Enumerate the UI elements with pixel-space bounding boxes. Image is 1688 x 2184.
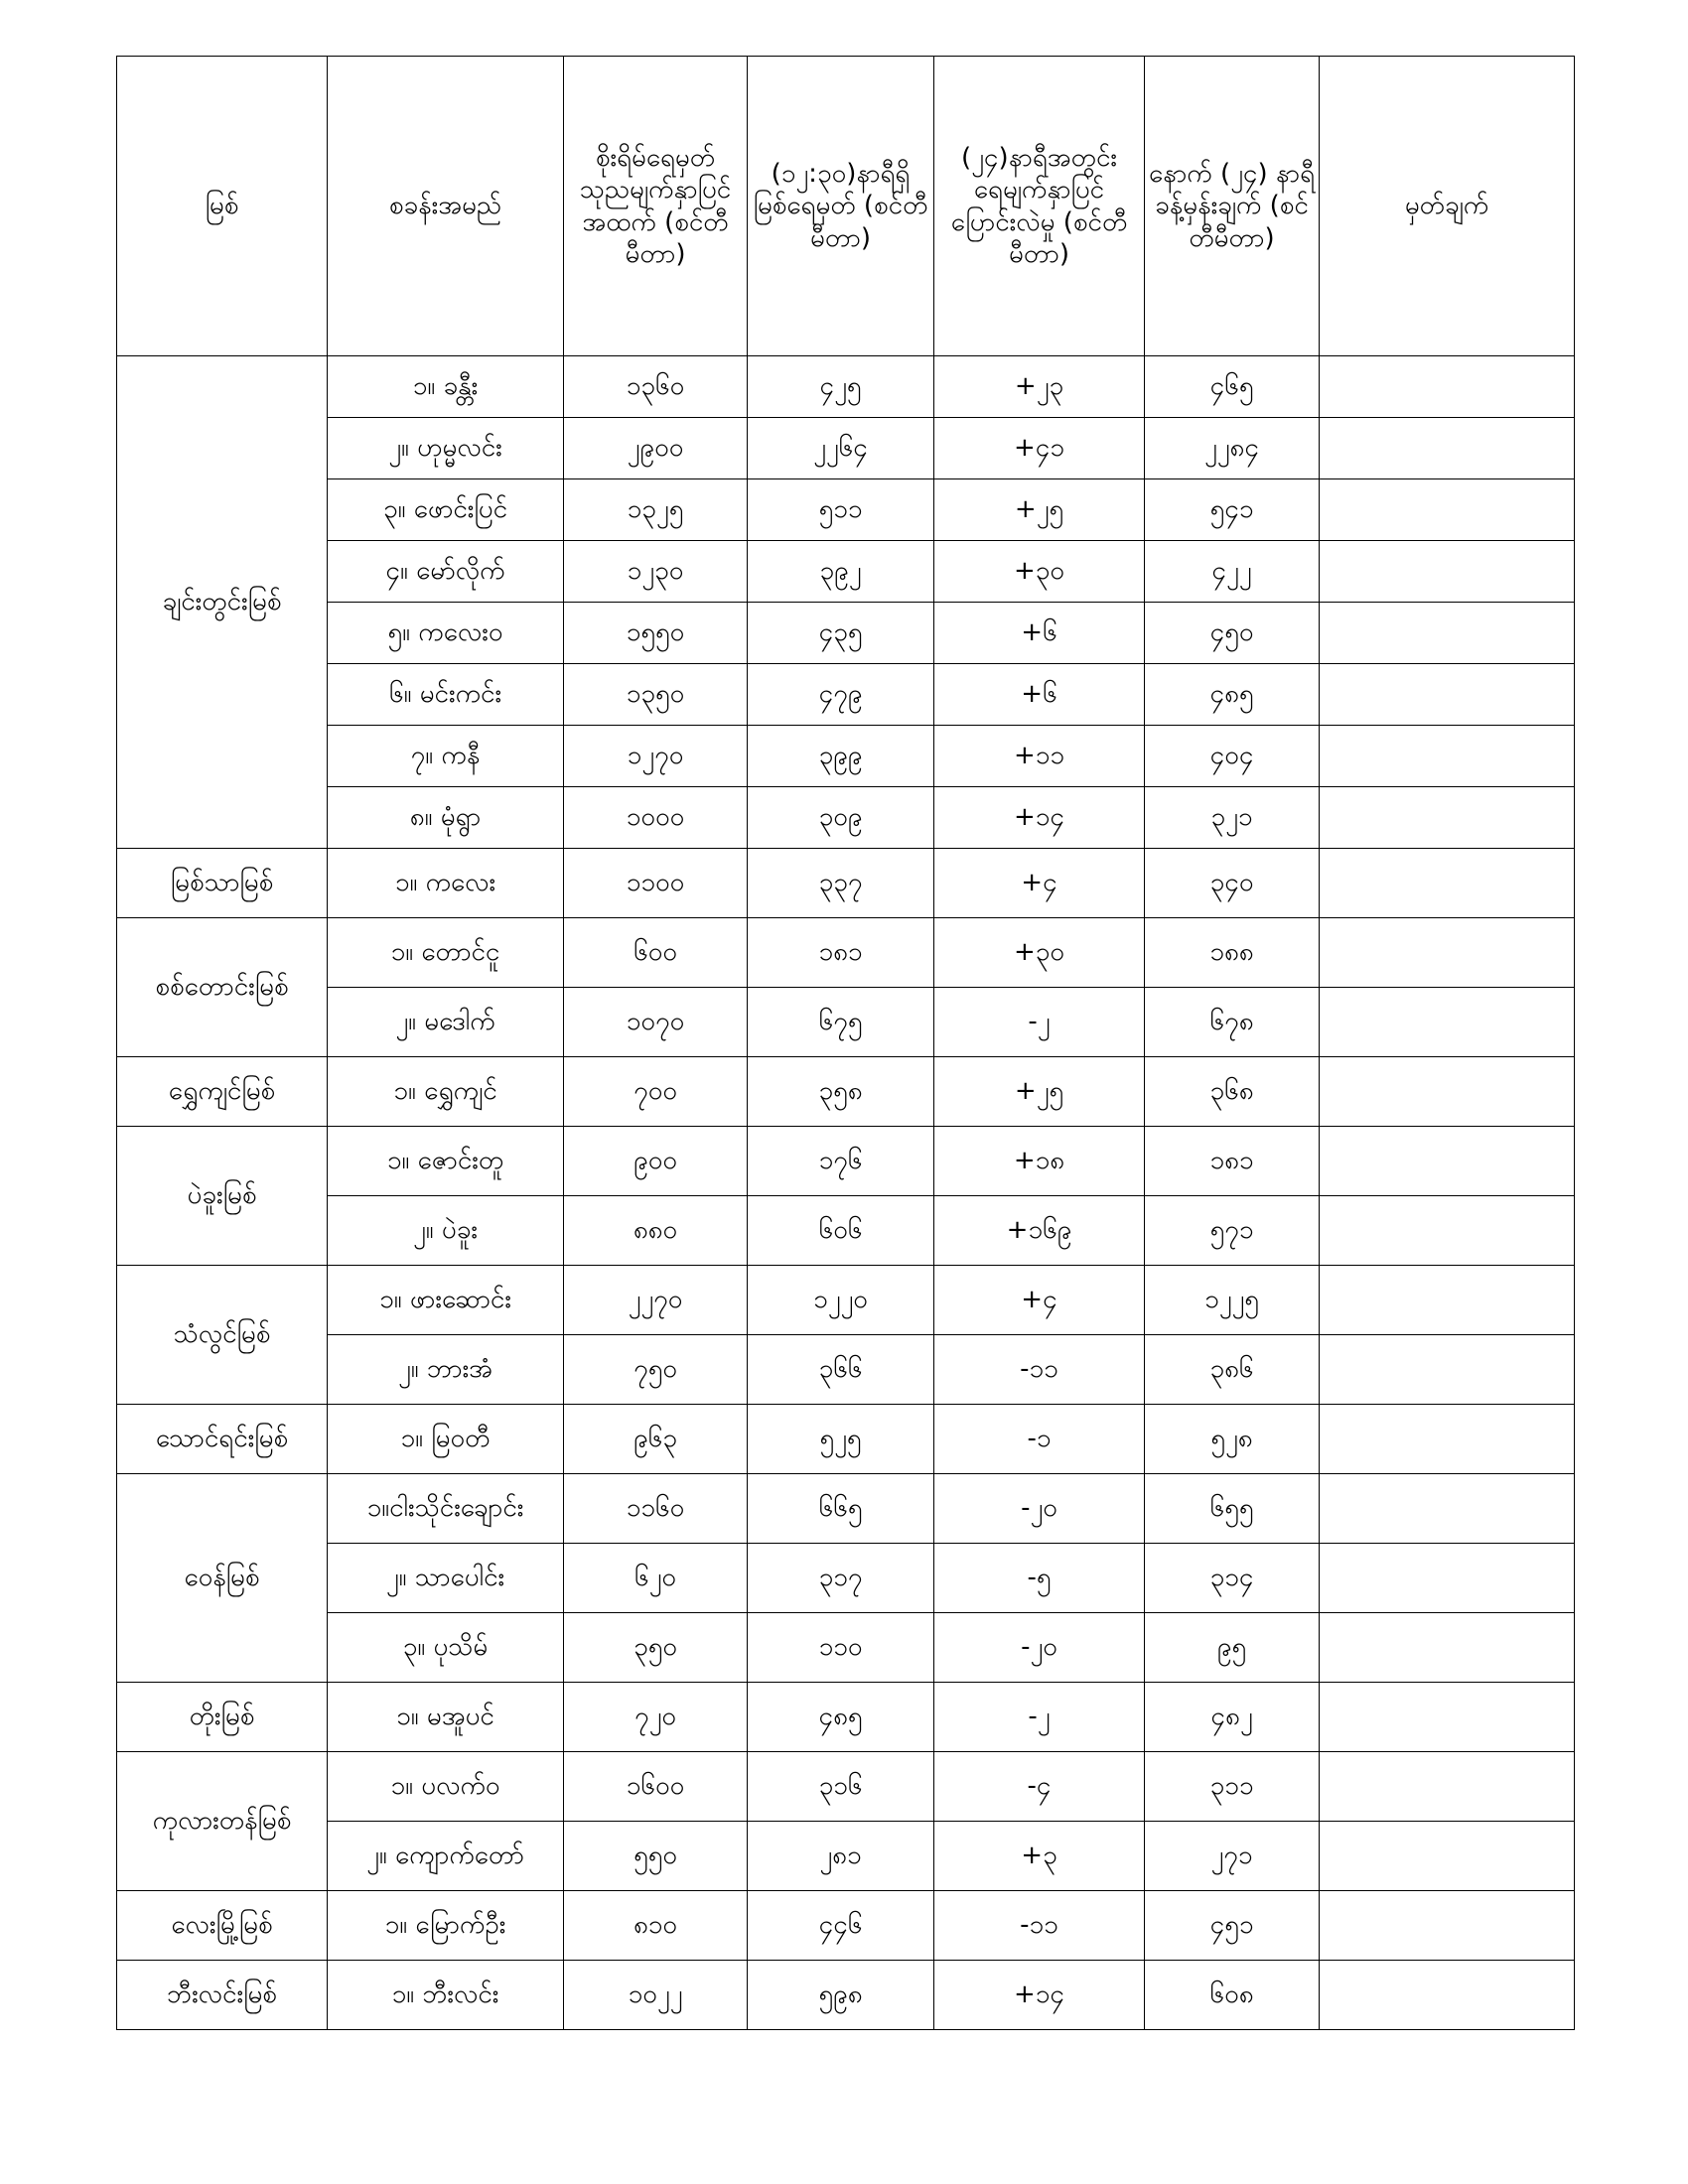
table-row bbox=[117, 849, 1575, 918]
danger-level-cell: ၃၅၀ bbox=[564, 1613, 748, 1683]
change-cell: +၁၈ bbox=[934, 1127, 1145, 1196]
forecast-cell: ၃၁၁ bbox=[1145, 1752, 1320, 1822]
header-forecast-24h: နောက် (၂၄) နာရီ ခန့်မှန်းချက် (စင်တီမီတာ) bbox=[1145, 57, 1320, 356]
remark-cell bbox=[1320, 418, 1575, 479]
river-name: တိုးမြစ် bbox=[117, 1683, 328, 1752]
table-row bbox=[117, 1683, 1575, 1752]
remark-cell bbox=[1320, 988, 1575, 1057]
danger-level-cell: ၉၀၀ bbox=[564, 1127, 748, 1196]
remark-cell bbox=[1320, 1961, 1575, 2030]
river-name: သံလွင်မြစ် bbox=[117, 1266, 328, 1405]
danger-level-cell: ၁၁၀၀ bbox=[564, 849, 748, 918]
danger-level-cell: ၅၅၀ bbox=[564, 1822, 748, 1891]
danger-level-cell: ၁၀၀၀ bbox=[564, 787, 748, 849]
station-name: ၈။ မုံရွာ bbox=[328, 787, 564, 849]
forecast-cell: ၆၇၈ bbox=[1145, 988, 1320, 1057]
station-name: ၇။ ကနီ bbox=[328, 726, 564, 787]
change-cell: +၆ bbox=[934, 603, 1145, 664]
station-name: ၁။ ပလက်ဝ bbox=[328, 1752, 564, 1822]
station-name: ၁။ ဇောင်းတူ bbox=[328, 1127, 564, 1196]
current-level-cell: ၃၀၉ bbox=[748, 787, 934, 849]
forecast-cell: ၅၄၁ bbox=[1145, 479, 1320, 541]
change-cell: +၁၆၉ bbox=[934, 1196, 1145, 1266]
danger-level-cell: ၁၃၂၅ bbox=[564, 479, 748, 541]
river-name: ပဲခူးမြစ် bbox=[117, 1127, 328, 1266]
table-row bbox=[117, 787, 1575, 849]
danger-level-cell: ၇၀၀ bbox=[564, 1057, 748, 1127]
river-name: လေးမြို့မြစ် bbox=[117, 1891, 328, 1961]
change-cell: +၂၅ bbox=[934, 479, 1145, 541]
change-cell: +၂၃ bbox=[934, 356, 1145, 418]
table-row bbox=[117, 1405, 1575, 1474]
table-row bbox=[117, 356, 1575, 418]
header-current-level: (၁၂:၃၀)နာရီရှိ မြစ်ရေမှတ် (စင်တီမီတာ) bbox=[748, 57, 934, 356]
table-row bbox=[117, 1822, 1575, 1891]
station-name: ၁။ ရွှေကျင် bbox=[328, 1057, 564, 1127]
current-level-cell: ၄၇၉ bbox=[748, 664, 934, 726]
station-name: ၁။ ကလေး bbox=[328, 849, 564, 918]
station-name: ၂။ ဟုမ္မလင်း bbox=[328, 418, 564, 479]
forecast-cell: ၄၅၁ bbox=[1145, 1891, 1320, 1961]
river-name: သောင်ရင်းမြစ် bbox=[117, 1405, 328, 1474]
station-name: ၁။ မြောက်ဦး bbox=[328, 1891, 564, 1961]
table-row bbox=[117, 988, 1575, 1057]
table-row bbox=[117, 726, 1575, 787]
forecast-cell: ၅၇၁ bbox=[1145, 1196, 1320, 1266]
remark-cell bbox=[1320, 1405, 1575, 1474]
change-cell: +၃ bbox=[934, 1822, 1145, 1891]
change-cell: -၂ bbox=[934, 1683, 1145, 1752]
remark-cell bbox=[1320, 479, 1575, 541]
forecast-cell: ၆၀၈ bbox=[1145, 1961, 1320, 2030]
current-level-cell: ၁၇၆ bbox=[748, 1127, 934, 1196]
station-name: ၂။ သာပေါင်း bbox=[328, 1544, 564, 1613]
remark-cell bbox=[1320, 726, 1575, 787]
table-row bbox=[117, 1127, 1575, 1196]
remark-cell bbox=[1320, 1822, 1575, 1891]
current-level-cell: ၁၂၂၀ bbox=[748, 1266, 934, 1335]
station-name: ၂။ ဘားအံ bbox=[328, 1335, 564, 1405]
remark-cell bbox=[1320, 1613, 1575, 1683]
forecast-cell: ၂၂၈၄ bbox=[1145, 418, 1320, 479]
current-level-cell: ၃၉၂ bbox=[748, 541, 934, 603]
table-row bbox=[117, 603, 1575, 664]
danger-level-cell: ၂၉၀၀ bbox=[564, 418, 748, 479]
river-name: ချင်းတွင်းမြစ် bbox=[117, 356, 328, 849]
current-level-cell: ၄၄၆ bbox=[748, 1891, 934, 1961]
change-cell: +၁၄ bbox=[934, 787, 1145, 849]
remark-cell bbox=[1320, 1196, 1575, 1266]
station-name: ၁။ မအူပင် bbox=[328, 1683, 564, 1752]
station-name: ၁။ ဘီးလင်း bbox=[328, 1961, 564, 2030]
danger-level-cell: ၈၈၀ bbox=[564, 1196, 748, 1266]
header-danger-level: စိုးရိမ်ရေမှတ် သုညမျက်နှာပြင်အထက် (စင်တီမီတာ) bbox=[564, 57, 748, 356]
danger-level-cell: ၁၃၅၀ bbox=[564, 664, 748, 726]
table-body bbox=[117, 356, 1575, 2030]
remark-cell bbox=[1320, 849, 1575, 918]
station-name: ၁။ ခန္တီး bbox=[328, 356, 564, 418]
change-cell: +၂၅ bbox=[934, 1057, 1145, 1127]
station-name: ၂။ ကျောက်တော် bbox=[328, 1822, 564, 1891]
change-cell: -၂၀ bbox=[934, 1613, 1145, 1683]
danger-level-cell: ၁၀၂၂ bbox=[564, 1961, 748, 2030]
change-cell: -၂၀ bbox=[934, 1474, 1145, 1544]
danger-level-cell: ၁၁၆၀ bbox=[564, 1474, 748, 1544]
current-level-cell: ၃၁၆ bbox=[748, 1752, 934, 1822]
station-name: ၁။ မြဝတီ bbox=[328, 1405, 564, 1474]
forecast-cell: ၅၂၈ bbox=[1145, 1405, 1320, 1474]
change-cell: -၂ bbox=[934, 988, 1145, 1057]
forecast-cell: ၃၄၀ bbox=[1145, 849, 1320, 918]
forecast-cell: ၁၈၈ bbox=[1145, 918, 1320, 988]
forecast-cell: ၄၀၄ bbox=[1145, 726, 1320, 787]
header-river: မြစ် bbox=[117, 57, 328, 356]
table-row bbox=[117, 479, 1575, 541]
remark-cell bbox=[1320, 1752, 1575, 1822]
change-cell: +၃၀ bbox=[934, 541, 1145, 603]
forecast-cell: ၃၈၆ bbox=[1145, 1335, 1320, 1405]
current-level-cell: ၅၂၅ bbox=[748, 1405, 934, 1474]
river-name: စစ်တောင်းမြစ် bbox=[117, 918, 328, 1057]
change-cell: +၃၀ bbox=[934, 918, 1145, 988]
header-change-24h: (၂၄)နာရီအတွင်း ရေမျက်နှာပြင် ပြောင်းလဲမှု (စင်တီမီတာ) bbox=[934, 57, 1145, 356]
change-cell: -၅ bbox=[934, 1544, 1145, 1613]
table-row bbox=[117, 418, 1575, 479]
current-level-cell: ၃၆၆ bbox=[748, 1335, 934, 1405]
danger-level-cell: ၈၁၀ bbox=[564, 1891, 748, 1961]
forecast-cell: ၁၂၂၅ bbox=[1145, 1266, 1320, 1335]
station-name: ၁။ငါးသိုင်းချောင်း bbox=[328, 1474, 564, 1544]
table-row bbox=[117, 1196, 1575, 1266]
forecast-cell: ၉၅ bbox=[1145, 1613, 1320, 1683]
table-row bbox=[117, 664, 1575, 726]
forecast-cell: ၄၅၀ bbox=[1145, 603, 1320, 664]
current-level-cell: ၁၁၀ bbox=[748, 1613, 934, 1683]
change-cell: -၄ bbox=[934, 1752, 1145, 1822]
change-cell: -၁၁ bbox=[934, 1891, 1145, 1961]
current-level-cell: ၃၁၇ bbox=[748, 1544, 934, 1613]
current-level-cell: ၅၁၁ bbox=[748, 479, 934, 541]
river-level-table bbox=[116, 56, 1575, 2030]
forecast-cell: ၁၈၁ bbox=[1145, 1127, 1320, 1196]
forecast-cell: ၄၈၂ bbox=[1145, 1683, 1320, 1752]
current-level-cell: ၆၆၅ bbox=[748, 1474, 934, 1544]
current-level-cell: ၆၀၆ bbox=[748, 1196, 934, 1266]
table-row bbox=[117, 1613, 1575, 1683]
current-level-cell: ၆၇၅ bbox=[748, 988, 934, 1057]
current-level-cell: ၄၈၅ bbox=[748, 1683, 934, 1752]
current-level-cell: ၂၈၁ bbox=[748, 1822, 934, 1891]
station-name: ၃။ ဖောင်းပြင် bbox=[328, 479, 564, 541]
remark-cell bbox=[1320, 1544, 1575, 1613]
station-name: ၄။ မော်လိုက် bbox=[328, 541, 564, 603]
forecast-cell: ၃၆၈ bbox=[1145, 1057, 1320, 1127]
forecast-cell: ၄၂၂ bbox=[1145, 541, 1320, 603]
remark-cell bbox=[1320, 918, 1575, 988]
danger-level-cell: ၁၀၇၀ bbox=[564, 988, 748, 1057]
station-name: ၂။ ပဲခူး bbox=[328, 1196, 564, 1266]
remark-cell bbox=[1320, 1891, 1575, 1961]
table-row bbox=[117, 541, 1575, 603]
forecast-cell: ၃၂၁ bbox=[1145, 787, 1320, 849]
table-row bbox=[117, 918, 1575, 988]
forecast-cell: ၃၁၄ bbox=[1145, 1544, 1320, 1613]
change-cell: +၄၁ bbox=[934, 418, 1145, 479]
table-row bbox=[117, 1961, 1575, 2030]
table-row bbox=[117, 1266, 1575, 1335]
table-row bbox=[117, 1752, 1575, 1822]
current-level-cell: ၃၅၈ bbox=[748, 1057, 934, 1127]
danger-level-cell: ၇၅၀ bbox=[564, 1335, 748, 1405]
remark-cell bbox=[1320, 787, 1575, 849]
change-cell: +၄ bbox=[934, 849, 1145, 918]
remark-cell bbox=[1320, 664, 1575, 726]
station-name: ၃။ ပုသိမ် bbox=[328, 1613, 564, 1683]
change-cell: +၄ bbox=[934, 1266, 1145, 1335]
danger-level-cell: ၆၀၀ bbox=[564, 918, 748, 988]
current-level-cell: ၂၂၆၄ bbox=[748, 418, 934, 479]
river-name: ကုလားတန်မြစ် bbox=[117, 1752, 328, 1891]
table-row bbox=[117, 1335, 1575, 1405]
table-row bbox=[117, 1057, 1575, 1127]
danger-level-cell: ၉၆၃ bbox=[564, 1405, 748, 1474]
river-name: ရွှေကျင်မြစ် bbox=[117, 1057, 328, 1127]
change-cell: -၁ bbox=[934, 1405, 1145, 1474]
danger-level-cell: ၇၂၀ bbox=[564, 1683, 748, 1752]
header-row bbox=[117, 57, 1575, 356]
current-level-cell: ၅၉၈ bbox=[748, 1961, 934, 2030]
current-level-cell: ၄၃၅ bbox=[748, 603, 934, 664]
danger-level-cell: ၁၆၀၀ bbox=[564, 1752, 748, 1822]
remark-cell bbox=[1320, 603, 1575, 664]
remark-cell bbox=[1320, 1683, 1575, 1752]
remark-cell bbox=[1320, 1335, 1575, 1405]
remark-cell bbox=[1320, 1474, 1575, 1544]
forecast-cell: ၄၈၅ bbox=[1145, 664, 1320, 726]
forecast-cell: ၆၅၅ bbox=[1145, 1474, 1320, 1544]
danger-level-cell: ၁၂၇၀ bbox=[564, 726, 748, 787]
danger-level-cell: ၁၃၆၀ bbox=[564, 356, 748, 418]
danger-level-cell: ၂၂၇၀ bbox=[564, 1266, 748, 1335]
danger-level-cell: ၁၅၅၀ bbox=[564, 603, 748, 664]
current-level-cell: ၁၈၁ bbox=[748, 918, 934, 988]
change-cell: +၁၁ bbox=[934, 726, 1145, 787]
danger-level-cell: ၁၂၃၀ bbox=[564, 541, 748, 603]
table-row bbox=[117, 1544, 1575, 1613]
change-cell: -၁၁ bbox=[934, 1335, 1145, 1405]
river-name: ဝေန်မြစ် bbox=[117, 1474, 328, 1683]
remark-cell bbox=[1320, 541, 1575, 603]
station-name: ၂။ မဒေါက် bbox=[328, 988, 564, 1057]
station-name: ၅။ ကလေးဝ bbox=[328, 603, 564, 664]
current-level-cell: ၃၃၇ bbox=[748, 849, 934, 918]
change-cell: +၁၄ bbox=[934, 1961, 1145, 2030]
current-level-cell: ၄၂၅ bbox=[748, 356, 934, 418]
table-row bbox=[117, 1891, 1575, 1961]
station-name: ၁။ ဖားဆောင်း bbox=[328, 1266, 564, 1335]
header-remarks: မှတ်ချက် bbox=[1320, 57, 1575, 356]
current-level-cell: ၃၉၉ bbox=[748, 726, 934, 787]
station-name: ၁။ တောင်ငူ bbox=[328, 918, 564, 988]
station-name: ၆။ မင်းကင်း bbox=[328, 664, 564, 726]
table-row bbox=[117, 1474, 1575, 1544]
remark-cell bbox=[1320, 1266, 1575, 1335]
forecast-cell: ၄၆၅ bbox=[1145, 356, 1320, 418]
forecast-cell: ၂၇၁ bbox=[1145, 1822, 1320, 1891]
river-name: ဘီးလင်းမြစ် bbox=[117, 1961, 328, 2030]
remark-cell bbox=[1320, 356, 1575, 418]
danger-level-cell: ၆၂၀ bbox=[564, 1544, 748, 1613]
river-name: မြစ်သာမြစ် bbox=[117, 849, 328, 918]
change-cell: +၆ bbox=[934, 664, 1145, 726]
remark-cell bbox=[1320, 1057, 1575, 1127]
header-station: စခန်းအမည် bbox=[328, 57, 564, 356]
remark-cell bbox=[1320, 1127, 1575, 1196]
